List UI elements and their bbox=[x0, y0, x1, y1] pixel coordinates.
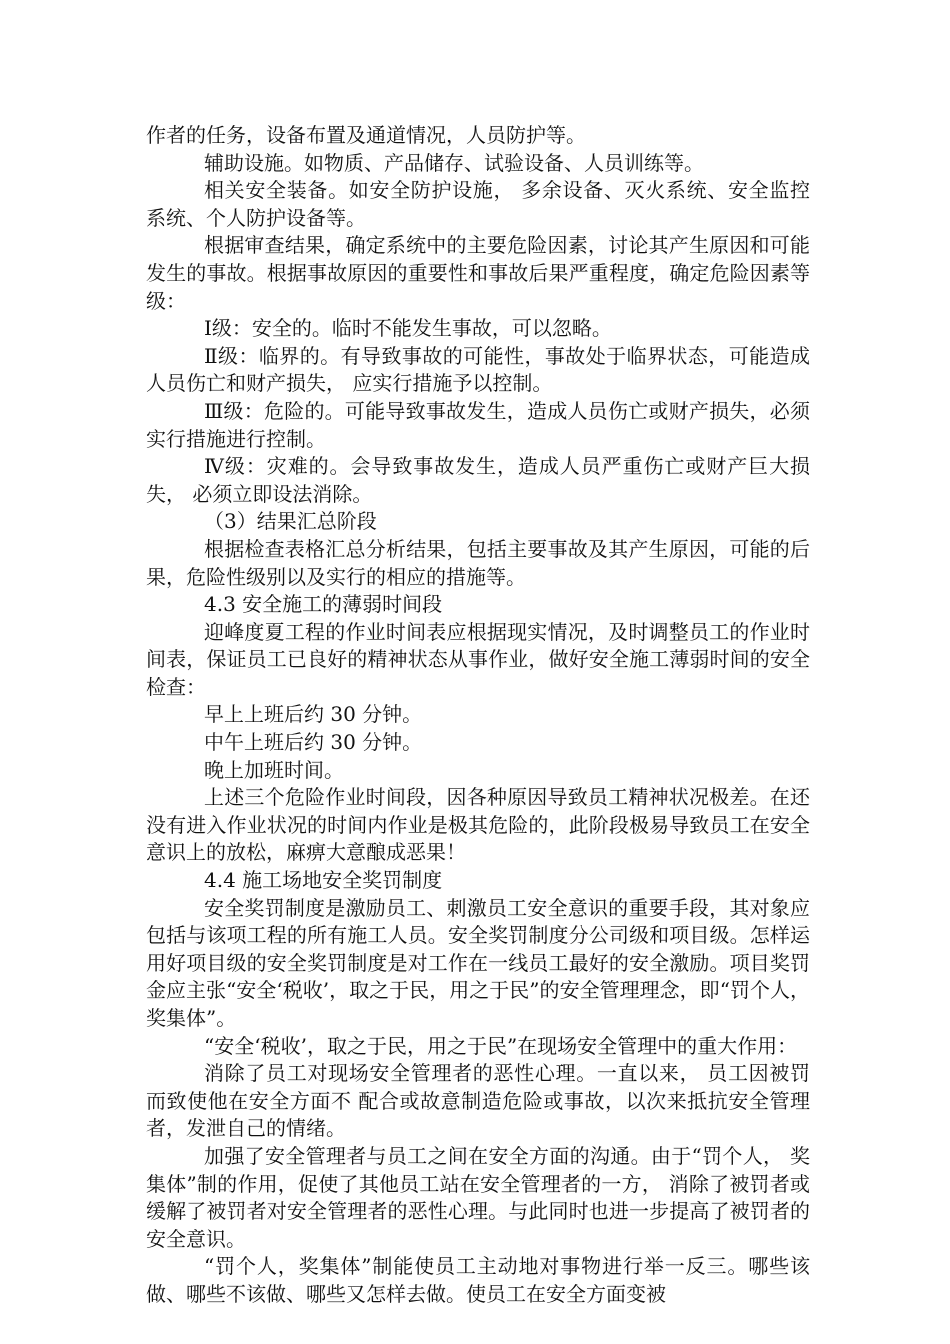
paragraph-eliminate-hostility: 消除了员工对现场安全管理者的恶性心理。一直以来， 员工因被罚而致使他在安全方面不 配合或故意制造危险或事故，以次来抵抗安全管理者，发泄自己的情绪。 bbox=[146, 1061, 810, 1141]
paragraph-level-4: Ⅳ级：灾难的。会导致事故发生，造成人员严重伤亡或财产巨大损失， 必须立即设法消除。 bbox=[146, 454, 810, 506]
paragraph-tax-role: “安全‘税收’，取之于民，用之于民”在现场安全管理中的重大作用： bbox=[204, 1033, 798, 1058]
paragraph-continuation: 作者的任务，设备布置及通道情况，人员防护等。 bbox=[146, 123, 586, 147]
paragraph-dangerous-periods: 上述三个危险作业时间段，因各种原因导致员工精神状况极差。在还没有进入作业状况的时间内作业是极其危险的，此阶段极易导致员工在安全意识上的放松，麻痹大意酿成恶果！ bbox=[146, 785, 810, 865]
heading-section-4-4: 4.4 施工场地安全奖罚制度 bbox=[204, 868, 443, 893]
heading-result-summary: （3）结果汇总阶段 bbox=[204, 509, 377, 534]
paragraph-review-results: 根据审查结果，确定系统中的主要危险因素，讨论其产生原因和可能发生的事故。根据事故原因的重要性和事故后果严重程度，确定危险因素等级： bbox=[146, 233, 810, 313]
paragraph-level-2: Ⅱ级：临界的。有导致事故的可能性，事故处于临界状态，可能造成人员伤亡和财产损失， 应实行措施予以控制。 bbox=[146, 343, 810, 396]
paragraph-summary-analysis: 根据检查表格汇总分析结果，包括主要事故及其产生原因，可能的后果，危险性级别以及实行的相应的措施等。 bbox=[146, 536, 810, 589]
paragraph-level-3: Ⅲ级：危险的。可能导致事故发生，造成人员伤亡或财产损失，必须实行措施进行控制。 bbox=[146, 398, 810, 451]
paragraph-safety-equipment: 相关安全装备。如安全防护设施， 多余设备、灭火系统、安全监控系统、个人防护设备等。 bbox=[146, 178, 810, 230]
list-item-morning: 早上上班后约 30 分钟。 bbox=[204, 702, 423, 727]
heading-section-4-3: 4.3 安全施工的薄弱时间段 bbox=[204, 592, 443, 617]
list-item-overtime: 晚上加班时间。 bbox=[204, 757, 344, 782]
list-item-noon: 中午上班后约 30 分钟。 bbox=[204, 730, 423, 755]
paragraph-communication: 加强了安全管理者与员工之间在安全方面的沟通。由于“罚个人， 奖集体”制的作用，促使了其他员工站在安全管理者的一方， 消除了被罚者或缓解了被罚者对安全管理者的恶性心理。与此同时也进一步提高了被罚者的安全意识。 bbox=[146, 1143, 810, 1251]
paragraph-level-1: Ⅰ级：安全的。临时不能发生事故，可以忽略。 bbox=[204, 316, 612, 341]
paragraph-initiative: “罚个人，奖集体”制能使员工主动地对事物进行举一反三。哪些该做、哪些不该做、哪些又怎样去做。使员工在安全方面变被 bbox=[146, 1254, 810, 1306]
document-page bbox=[146, 122, 810, 1309]
paragraph-reward-system: 安全奖罚制度是激励员工、刺激员工安全意识的重要手段，其对象应包括与该项工程的所有施工人员。安全奖罚制度分公司级和项目级。怎样运用好项目级的安全奖罚制度是对工作在一线员工最好的安全激励。项目奖罚金应主张“安全‘税收’，取之于民，用之于民”的安全管理理念，即“罚个人，奖集体”。 bbox=[146, 895, 810, 1030]
paragraph-schedule: 迎峰度夏工程的作业时间表应根据现实情况，及时调整员工的作业时间表，保证员工已良好的精神状态从事作业，做好安全施工薄弱时间的安全检查： bbox=[146, 619, 810, 699]
paragraph-auxiliary-facilities: 辅助设施。如物质、产品储存、试验设备、人员训练等。 bbox=[204, 150, 704, 175]
